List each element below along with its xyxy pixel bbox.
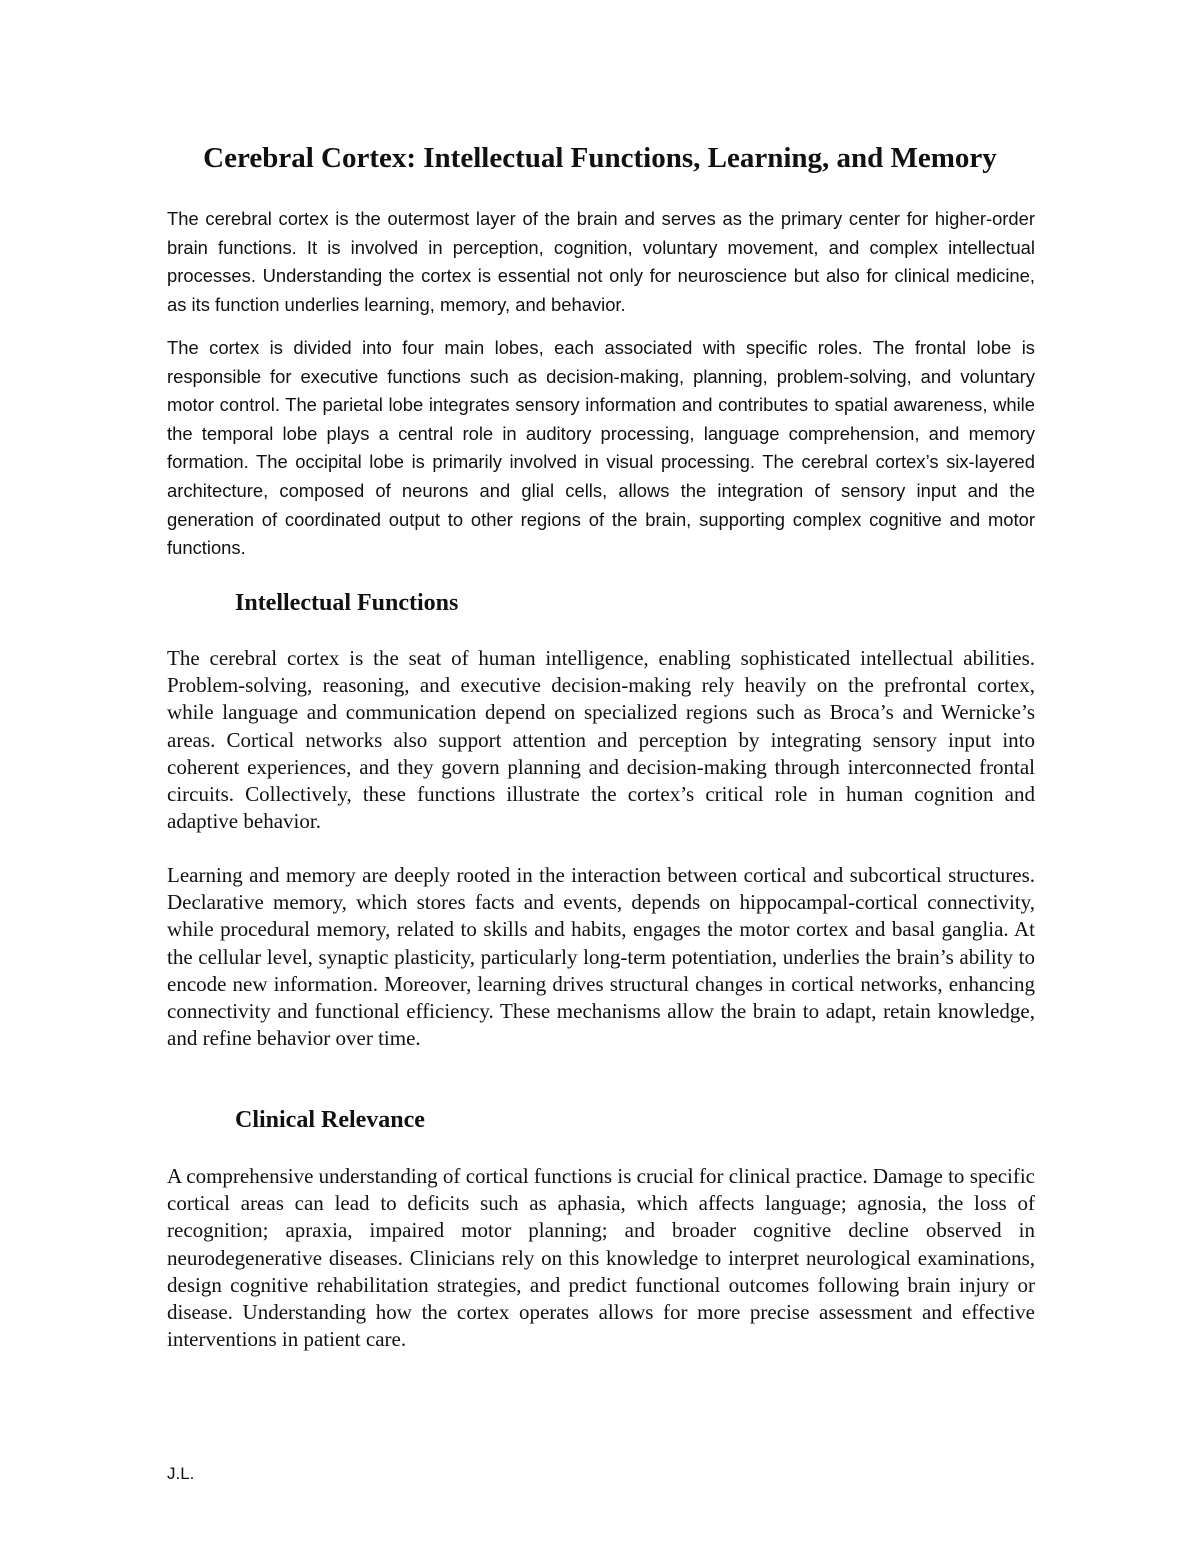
section-heading-clinical-relevance: Clinical Relevance	[235, 1107, 425, 1133]
section-paragraph: Learning and memory are deeply rooted in the interaction between cortical and subcortical structures. Declarative memory, which stores facts and events, depends on hippocampal-cortical connectivity, while procedural memory, related to skills and habits, engages the motor cortex and basal ganglia. At the cellular level, synaptic plasticity, particularly long-term potentiation, underlies the brain’s ability to encode new information. Moreover, learning drives structural changes in cortical networks, enhancing connectivity and functional efficiency. These mechanisms allow the brain to adapt, retain knowledge, and refine behavior over time.	[167, 863, 1035, 1051]
section-paragraph: The cerebral cortex is the seat of human intelligence, enabling sophisticated intellectual abilities. Problem-solving, reasoning, and executive decision-making rely heavily on the prefrontal cortex, while language and communication depend on specialized regions such as Broca’s and Wernicke’s areas. Cortical networks also support attention and perception by integrating sensory input into coherent experiences, and they govern planning and decision-making through interconnected frontal circuits. Collectively, these functions illustrate the cortex’s critical role in human cognition and adaptive behavior.	[167, 646, 1035, 834]
intro-paragraph: The cerebral cortex is the outermost layer of the brain and serves as the primary center for higher-order brain functions. It is involved in perception, cognition, voluntary movement, and complex intellectual processes. Understanding the cortex is essential not only for neuroscience but also for clinical medicine, as its function underlies learning, memory, and behavior.	[167, 208, 1035, 315]
section-heading-intellectual-functions: Intellectual Functions	[235, 590, 459, 616]
document-title: Cerebral Cortex: Intellectual Functions, Learning, and Memory	[203, 142, 997, 174]
footer-initials: J.L.	[167, 1464, 195, 1483]
section-paragraph: A comprehensive understanding of cortical functions is crucial for clinical practice. Damage to specific cortical areas can lead to deficits such as aphasia, which affects language; agnosia, the loss of recognition; apraxia, impaired motor planning; and broader cognitive decline observed in neurodegenerative diseases. Clinicians rely on this knowledge to interpret neurological examinations, design cognitive rehabilitation strategies, and predict functional outcomes following brain injury or disease. Understanding how the cortex operates allows for more precise assessment and effective interventions in patient care.	[167, 1164, 1035, 1352]
intro-paragraph: The cortex is divided into four main lobes, each associated with specific roles. The frontal lobe is responsible for executive functions such as decision-making, planning, problem-solving, and voluntary motor control. The parietal lobe integrates sensory information and contributes to spatial awareness, while the temporal lobe plays a central role in auditory processing, language comprehension, and memory formation. The occipital lobe is primarily involved in visual processing. The cerebral cortex’s six-layered architecture, composed of neurons and glial cells, allows the integration of sensory input and the generation of coordinated output to other regions of the brain, supporting complex cognitive and motor functions.	[167, 337, 1035, 559]
